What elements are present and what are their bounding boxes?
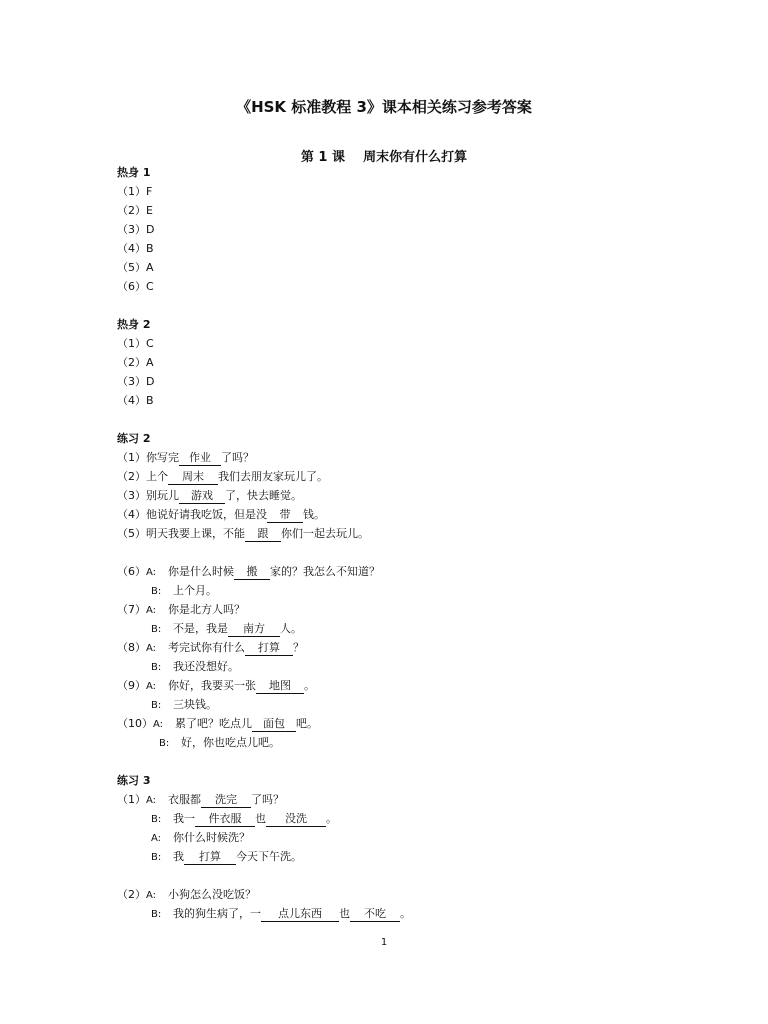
answer-blank: 洗完 (201, 793, 251, 808)
section-heading-warmup1: 热身 1 (117, 166, 151, 179)
fill-in-item: （1）你写完 作业 了吗？ (117, 451, 254, 464)
answer-blank: 作业 (179, 451, 221, 466)
answer-blank: 点儿东西 (261, 907, 339, 922)
answer-blank: 不吃 (350, 907, 400, 922)
fill-in-item: （3）别玩儿 游戏 了，快去睡觉。 (117, 489, 302, 502)
document-title: 《HSK 标准教程 3》课本相关练习参考答案 (236, 98, 532, 116)
dialog-line-b: B: 我一 件衣服 也 没洗 。 (151, 812, 337, 825)
dialog-line-b: B: 三块钱。 (151, 698, 217, 711)
answer-item: （3）D (117, 375, 155, 388)
dialog-line-b: B: 不是，我是 南方 人。 (151, 622, 302, 635)
answer-blank: 面包 (252, 717, 296, 732)
answer-blank: 带 (267, 508, 303, 523)
answer-blank: 地图 (256, 679, 304, 694)
dialog-line-a: （10）A: 累了吧？吃点儿 面包 吧。 (117, 717, 318, 730)
answer-blank: 打算 (245, 641, 293, 656)
page-number: 1 (380, 937, 388, 948)
answer-item: （3）D (117, 223, 155, 236)
dialog-line-a: （7）A: 你是北方人吗？ (117, 603, 245, 616)
section-heading-exercise2: 练习 2 (117, 432, 151, 445)
dialog-line-a: （1）A: 衣服都 洗完 了吗？ (117, 793, 284, 806)
dialog-line-a: A: 你什么时候洗？ (151, 831, 250, 844)
answer-item: （5）A (117, 261, 154, 274)
answer-blank: 搬 (234, 565, 270, 580)
dialog-line-a: （6）A: 你是什么时候 搬 家的？我怎么不知道？ (117, 565, 380, 578)
dialog-line-b: B: 我 打算 今天下午洗。 (151, 850, 302, 863)
answer-blank: 跟 (245, 527, 281, 542)
dialog-line-b: B: 上个月。 (151, 584, 217, 597)
answer-item: （2）E (117, 204, 153, 217)
answer-blank: 游戏 (179, 489, 225, 504)
dialog-line-a: （2）A: 小狗怎么没吃饭？ (117, 888, 256, 901)
fill-in-item: （2）上个 周末 我们去朋友家玩儿了。 (117, 470, 328, 483)
answer-item: （6）C (117, 280, 154, 293)
answer-item: （4）B (117, 394, 154, 407)
fill-in-item: （5）明天我要上课，不能 跟 你们一起去玩儿。 (117, 527, 369, 540)
answer-item: （4）B (117, 242, 154, 255)
answer-item: （2）A (117, 356, 154, 369)
answer-item: （1）C (117, 337, 154, 350)
section-heading-warmup2: 热身 2 (117, 318, 151, 331)
dialog-line-a: （9）A: 你好，我要买一张 地图 。 (117, 679, 315, 692)
answer-blank: 周末 (168, 470, 218, 485)
dialog-line-b: B: 我的狗生病了，一 点儿东西 也 不吃 。 (151, 907, 411, 920)
answer-content (117, 163, 717, 923)
answer-item: （1）F (117, 185, 153, 198)
lesson-title: 第 1 课 周末你有什么打算 (300, 150, 468, 165)
answer-blank: 打算 (184, 850, 236, 865)
section-heading-exercise3: 练习 3 (117, 774, 151, 787)
dialog-line-a: （8）A: 考完试你有什么 打算 ？ (117, 641, 304, 654)
answer-blank: 没洗 (266, 812, 326, 827)
answer-blank: 件衣服 (195, 812, 255, 827)
dialog-line-b: B: 好，你也吃点儿吧。 (159, 736, 280, 749)
fill-in-item: （4）他说好请我吃饭，但是没 带 钱。 (117, 508, 325, 521)
answer-blank: 南方 (228, 622, 280, 637)
dialog-line-b: B: 我还没想好。 (151, 660, 239, 673)
